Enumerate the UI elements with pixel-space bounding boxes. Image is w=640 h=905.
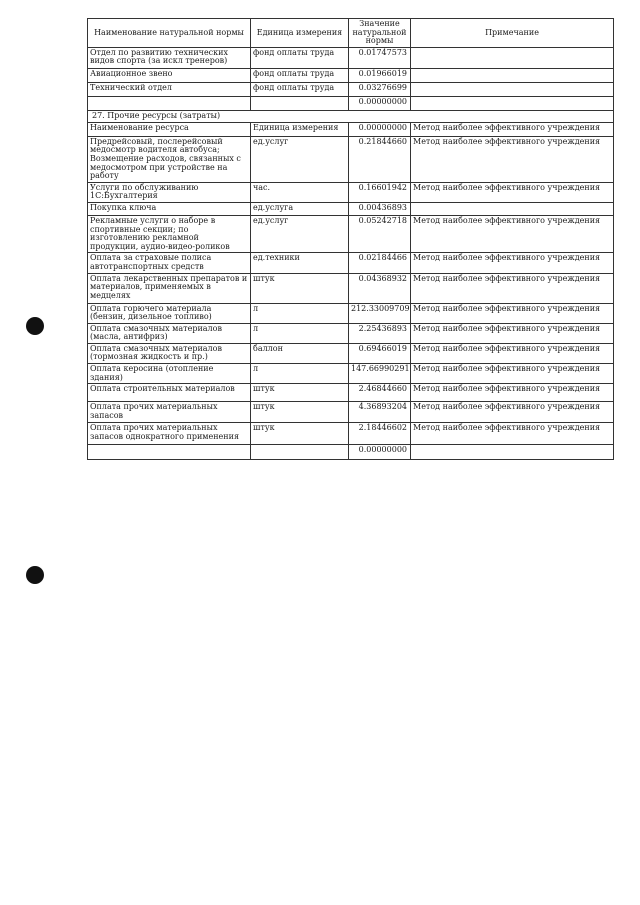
table-row xyxy=(88,343,614,363)
row-value: 147.66990291 xyxy=(349,364,411,384)
row-value: 0.00436893 xyxy=(349,202,411,215)
row-unit: штук xyxy=(251,273,349,303)
row-note: Метод наиболее эффективного учреждения xyxy=(411,253,614,273)
section-row xyxy=(88,110,614,122)
row-value: 0.02184466 xyxy=(349,253,411,273)
row-unit: час. xyxy=(251,182,349,202)
header-unit: Единица измерения xyxy=(251,19,349,48)
table-row xyxy=(88,215,614,252)
row-note xyxy=(411,47,614,68)
row-name: Наименование ресурса xyxy=(88,122,251,136)
table-row xyxy=(88,82,614,96)
row-value: 0.00000000 xyxy=(349,445,411,460)
row-note: Метод наиболее эффективного учреждения xyxy=(411,343,614,363)
row-name xyxy=(88,445,251,460)
row-note xyxy=(411,202,614,215)
row-name: Оплата прочих материальных запасов xyxy=(88,402,251,423)
row-note: Метод наиболее эффективного учреждения xyxy=(411,423,614,445)
row-name: Оплата смазочных материалов (масла, антифриз) xyxy=(88,323,251,343)
resource-norms-table xyxy=(87,18,614,460)
row-name: Оплата смазочных материалов (тормозная жидкость и пр.) xyxy=(88,343,251,363)
row-name: Покупка ключа xyxy=(88,202,251,215)
row-note: Метод наиболее эффективного учреждения xyxy=(411,215,614,252)
row-unit xyxy=(251,445,349,460)
table-row xyxy=(88,96,614,110)
row-note: Метод наиболее эффективного учреждения xyxy=(411,402,614,423)
row-unit: ед.услуг xyxy=(251,136,349,182)
table-row xyxy=(88,202,614,215)
row-name: Оплата лекарственных препаратов и материалов, применяемых в медцелях xyxy=(88,273,251,303)
table-row xyxy=(88,445,614,460)
table-header-row xyxy=(88,19,614,48)
row-note xyxy=(411,82,614,96)
row-value: 0.04368932 xyxy=(349,273,411,303)
row-value: 0.69466019 xyxy=(349,343,411,363)
row-unit: ед.услуг xyxy=(251,215,349,252)
table-row xyxy=(88,182,614,202)
row-value: 4.36893204 xyxy=(349,402,411,423)
row-note: Метод наиболее эффективного учреждения xyxy=(411,323,614,343)
row-value: 2.25436893 xyxy=(349,323,411,343)
row-note: Метод наиболее эффективного учреждения xyxy=(411,364,614,384)
punch-hole-bottom xyxy=(26,566,44,584)
row-value: 0.00000000 xyxy=(349,122,411,136)
row-value: 0.05242718 xyxy=(349,215,411,252)
row-value: 0.03276699 xyxy=(349,82,411,96)
header-value: Значение натуральной нормы xyxy=(349,19,411,48)
row-unit: штук xyxy=(251,423,349,445)
row-unit: ед.техники xyxy=(251,253,349,273)
row-note: Метод наиболее эффективного учреждения xyxy=(411,273,614,303)
row-note xyxy=(411,445,614,460)
row-unit: баллон xyxy=(251,343,349,363)
table-row xyxy=(88,68,614,82)
row-unit: Единица измерения xyxy=(251,122,349,136)
row-name: Услуги по обслуживанию 1С:Бухгалтерия xyxy=(88,182,251,202)
row-unit xyxy=(251,96,349,110)
table-row xyxy=(88,273,614,303)
row-note xyxy=(411,96,614,110)
table-row xyxy=(88,364,614,384)
row-value: 2.46844660 xyxy=(349,384,411,402)
row-name: Оплата строительных материалов xyxy=(88,384,251,402)
row-unit: штук xyxy=(251,384,349,402)
row-note: Метод наиболее эффективного учреждения xyxy=(411,136,614,182)
table-row xyxy=(88,47,614,68)
row-name: Отдел по развитию технических видов спорта (за искл тренеров) xyxy=(88,47,251,68)
table-row xyxy=(88,136,614,182)
row-note: Метод наиболее эффективного учреждения xyxy=(411,384,614,402)
table-row xyxy=(88,384,614,402)
table-row xyxy=(88,253,614,273)
row-note: Метод наиболее эффективного учреждения xyxy=(411,182,614,202)
punch-hole-top xyxy=(26,317,44,335)
section-title: 27. Прочие ресурсы (затраты) xyxy=(88,110,614,122)
row-name: Рекламные услуги о наборе в спортивные секции; по изготовлению рекламной продукции, аудио-видео-роликов xyxy=(88,215,251,252)
row-name xyxy=(88,96,251,110)
row-name: Оплата керосина (отопление здания) xyxy=(88,364,251,384)
row-value: 0.01966019 xyxy=(349,68,411,82)
row-unit: фонд оплаты труда xyxy=(251,47,349,68)
row-name: Оплата прочих материальных запасов однократного применения xyxy=(88,423,251,445)
row-name: Технический отдел xyxy=(88,82,251,96)
row-value: 0.16601942 xyxy=(349,182,411,202)
row-unit: л xyxy=(251,323,349,343)
table-row xyxy=(88,122,614,136)
row-unit: ед.услуга xyxy=(251,202,349,215)
row-value: 2.18446602 xyxy=(349,423,411,445)
table-row xyxy=(88,423,614,445)
row-unit: л xyxy=(251,364,349,384)
row-unit: л xyxy=(251,303,349,323)
row-value: 0.00000000 xyxy=(349,96,411,110)
table-row xyxy=(88,303,614,323)
table-row xyxy=(88,402,614,423)
row-name: Авиационное звено xyxy=(88,68,251,82)
row-unit: фонд оплаты труда xyxy=(251,82,349,96)
header-name: Наименование натуральной нормы xyxy=(88,19,251,48)
row-note xyxy=(411,68,614,82)
row-note: Метод наиболее эффективного учреждения xyxy=(411,122,614,136)
row-note: Метод наиболее эффективного учреждения xyxy=(411,303,614,323)
row-unit: фонд оплаты труда xyxy=(251,68,349,82)
row-unit: штук xyxy=(251,402,349,423)
table-row xyxy=(88,323,614,343)
row-name: Оплата за страховые полиса автотранспортных средств xyxy=(88,253,251,273)
row-value: 212.33009709 xyxy=(349,303,411,323)
row-value: 0.21844660 xyxy=(349,136,411,182)
row-name: Предрейсовый, послерейсовый медосмотр водителя автобуса; Возмещение расходов, связанных с медосмотром при устройстве на работу xyxy=(88,136,251,182)
row-value: 0.01747573 xyxy=(349,47,411,68)
header-note: Примечание xyxy=(411,19,614,48)
row-name: Оплата горючего материала (бензин, дизельное топливо) xyxy=(88,303,251,323)
